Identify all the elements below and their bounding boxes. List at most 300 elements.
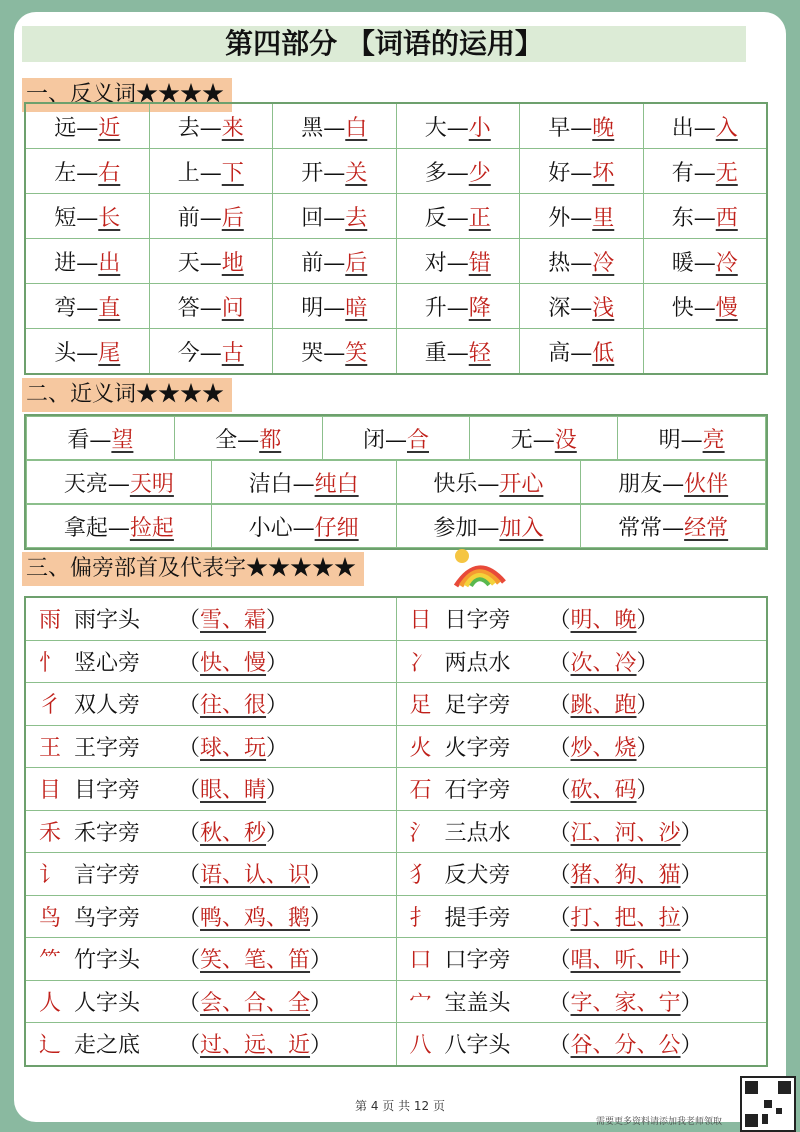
synonym-word: 明—: [658, 427, 703, 453]
radical-name: 八字头: [444, 1033, 511, 1059]
antonym-answer: 直: [98, 295, 121, 321]
radical-examples: 会、合、全: [200, 990, 311, 1016]
antonym-answer: 小: [468, 115, 491, 141]
radical-open-paren: （: [178, 735, 201, 761]
antonym-answer: 冷: [592, 250, 615, 276]
antonym-word: 哭—: [301, 340, 346, 366]
radical-symbol: 氵: [409, 820, 432, 846]
synonym-answer: 捡起: [129, 515, 174, 541]
antonym-answer: 西: [715, 205, 738, 231]
radical-close-paren: ）: [680, 820, 703, 846]
antonym-word: 明—: [301, 295, 346, 321]
radical-entry: [25, 810, 396, 853]
radical-name: 足字旁: [444, 693, 511, 719]
synonym-answer: 都: [259, 427, 282, 453]
radical-close-paren: ）: [266, 820, 289, 846]
antonym-answer: 入: [715, 115, 738, 141]
radical-entry: [396, 683, 767, 726]
synonym-pair: [581, 461, 766, 504]
radical-symbol: 王: [38, 735, 61, 761]
table-row: [25, 149, 767, 194]
synonym-row: [25, 415, 767, 460]
antonym-answer: 坏: [592, 160, 615, 186]
radical-entry: [25, 597, 396, 640]
antonym-word: 黑—: [301, 115, 346, 141]
radical-symbol: 彳: [38, 693, 61, 719]
antonym-answer: 右: [98, 160, 121, 186]
antonym-word: 快—: [671, 295, 716, 321]
antonym-pair: [273, 284, 397, 329]
synonym-answer: 天明: [129, 471, 174, 497]
radical-examples: 雪、霜: [200, 608, 267, 634]
table-row: [25, 329, 767, 375]
antonym-pair: [520, 103, 644, 149]
antonym-pair: [396, 239, 520, 284]
synonym-word: 拿起—: [63, 515, 130, 541]
radical-examples: 打、把、拉: [570, 905, 681, 931]
table-row: [25, 853, 767, 896]
synonym-word: 朋友—: [618, 471, 685, 497]
radical-name: 禾字旁: [74, 820, 141, 846]
antonym-pair: [520, 194, 644, 239]
radical-name: 目字旁: [74, 778, 141, 804]
antonym-word: 去—: [177, 115, 222, 141]
table-row: [25, 683, 767, 726]
antonym-answer: 降: [468, 295, 491, 321]
table-row: [25, 284, 767, 329]
antonym-pair: [25, 194, 149, 239]
radical-close-paren: ）: [310, 948, 333, 974]
antonym-answer: 后: [221, 205, 244, 231]
antonym-answer: 无: [715, 160, 738, 186]
antonym-pair: [273, 103, 397, 149]
antonym-word: 出—: [671, 115, 716, 141]
radical-close-paren: ）: [266, 735, 289, 761]
synonym-answer: 亮: [702, 427, 725, 453]
radical-open-paren: （: [548, 778, 571, 804]
table-row: [25, 810, 767, 853]
table-row: [25, 640, 767, 683]
radical-name: 石字旁: [444, 778, 511, 804]
antonym-answer: 古: [221, 340, 244, 366]
antonym-answer: 暗: [345, 295, 368, 321]
antonym-word: 东—: [671, 205, 716, 231]
antonym-pair: [25, 239, 149, 284]
antonym-word: 外—: [548, 205, 593, 231]
radical-examples: 江、河、沙: [570, 820, 681, 846]
antonym-word: 上—: [177, 160, 222, 186]
antonym-pair: [643, 149, 767, 194]
synonym-pair: [27, 461, 212, 504]
table-row: [25, 1023, 767, 1066]
antonym-answer: 长: [98, 205, 121, 231]
antonym-word: 热—: [548, 250, 593, 276]
synonym-pair: [211, 505, 396, 548]
radical-close-paren: ）: [310, 990, 333, 1016]
qr-code[interactable]: [740, 1076, 796, 1132]
radical-entry: [25, 980, 396, 1023]
radical-examples: 秋、秒: [200, 820, 267, 846]
synonym-word: 参加—: [433, 515, 500, 541]
radical-name: 提手旁: [444, 905, 511, 931]
radical-table: [24, 596, 768, 1067]
synonym-answer: 没: [554, 427, 577, 453]
radical-symbol: 日: [409, 608, 432, 634]
radical-open-paren: （: [178, 650, 201, 676]
antonym-answer: 晚: [592, 115, 615, 141]
antonym-pair: [396, 103, 520, 149]
antonym-word: 高—: [548, 340, 593, 366]
antonym-answer: 里: [592, 205, 615, 231]
radical-symbol: 足: [409, 693, 432, 719]
antonym-word: 暖—: [671, 250, 716, 276]
table-row: [25, 980, 767, 1023]
antonym-pair: [273, 239, 397, 284]
radical-symbol: 忄: [38, 650, 61, 676]
radical-name: 反犬旁: [444, 863, 511, 889]
radical-close-paren: ）: [266, 650, 289, 676]
antonym-pair: [643, 103, 767, 149]
table-row: [25, 597, 767, 640]
radical-entry: [396, 725, 767, 768]
radical-close-paren: ）: [266, 693, 289, 719]
synonym-word: 快乐—: [433, 471, 500, 497]
antonym-answer: 来: [221, 115, 244, 141]
synonym-word: 看—: [67, 427, 112, 453]
radical-close-paren: ）: [680, 905, 703, 931]
radical-close-paren: ）: [680, 990, 703, 1016]
radical-symbol: ⺮: [38, 948, 61, 974]
radical-entry: [25, 725, 396, 768]
antonym-answer: 少: [468, 160, 491, 186]
radical-symbol: 宀: [409, 990, 432, 1016]
radical-close-paren: ）: [310, 863, 333, 889]
antonym-pair: [520, 284, 644, 329]
radical-close-paren: ）: [636, 693, 659, 719]
synonym-answer: 望: [111, 427, 134, 453]
radical-name: 口字旁: [444, 948, 511, 974]
synonym-word: 天亮—: [63, 471, 130, 497]
synonym-pair: [618, 417, 766, 460]
radical-symbol: 人: [38, 990, 61, 1016]
radical-name: 雨字头: [74, 608, 141, 634]
radical-symbol: 石: [409, 778, 432, 804]
synonym-pair: [396, 461, 581, 504]
antonym-word: 答—: [177, 295, 222, 321]
antonym-word: 升—: [424, 295, 469, 321]
radical-name: 两点水: [444, 650, 511, 676]
antonym-word: 弯—: [54, 295, 99, 321]
antonym-pair: [643, 194, 767, 239]
radical-name: 双人旁: [74, 693, 141, 719]
radical-close-paren: ）: [636, 608, 659, 634]
radical-open-paren: （: [548, 863, 571, 889]
antonym-word: 前—: [177, 205, 222, 231]
radical-open-paren: （: [548, 948, 571, 974]
radical-entry: [396, 810, 767, 853]
synonym-pair: [322, 417, 470, 460]
radical-entry: [25, 768, 396, 811]
antonym-pair: [643, 329, 767, 375]
radical-name: 三点水: [444, 820, 511, 846]
antonym-word: 反—: [424, 205, 469, 231]
radical-open-paren: （: [548, 820, 571, 846]
radical-name: 人字头: [74, 990, 141, 1016]
antonym-word: 好—: [548, 160, 593, 186]
synonym-row: [25, 460, 767, 504]
antonym-word: 天—: [177, 250, 222, 276]
synonym-word: 闭—: [362, 427, 407, 453]
antonym-answer: 轻: [468, 340, 491, 366]
antonym-pair: [149, 194, 273, 239]
radical-entry: [25, 683, 396, 726]
antonym-pair: [25, 149, 149, 194]
antonym-pair: [273, 194, 397, 239]
radical-examples: 猪、狗、猫: [570, 863, 681, 889]
radical-open-paren: （: [178, 693, 201, 719]
radical-entry: [396, 895, 767, 938]
radical-close-paren: ）: [680, 863, 703, 889]
radical-close-paren: ）: [636, 778, 659, 804]
antonym-answer: 慢: [715, 295, 738, 321]
radical-close-paren: ）: [266, 778, 289, 804]
radical-examples: 次、冷: [570, 650, 637, 676]
radical-symbol: 雨: [38, 608, 61, 634]
synonym-word: 小心—: [248, 515, 315, 541]
radical-name: 日字旁: [444, 608, 511, 634]
synonym-word: 无—: [510, 427, 555, 453]
antonym-answer: 笑: [345, 340, 368, 366]
radical-examples: 跳、跑: [570, 693, 637, 719]
antonym-pair: [396, 329, 520, 375]
antonym-word: 深—: [548, 295, 593, 321]
table-row: [25, 938, 767, 981]
antonym-pair: [396, 284, 520, 329]
radical-entry: [25, 853, 396, 896]
radical-entry: [396, 768, 767, 811]
antonym-pair: [273, 149, 397, 194]
table-row: [25, 460, 767, 504]
table-row: [25, 895, 767, 938]
synonym-pair: [396, 505, 581, 548]
antonym-pair: [520, 239, 644, 284]
radical-symbol: 冫: [409, 650, 432, 676]
radical-symbol: 讠: [38, 863, 61, 889]
antonym-pair: [25, 103, 149, 149]
radical-symbol: 目: [38, 778, 61, 804]
table-row: [25, 103, 767, 149]
antonym-word: 前—: [301, 250, 346, 276]
radical-open-paren: （: [178, 905, 201, 931]
radical-close-paren: ）: [310, 1033, 333, 1059]
radical-symbol: 辶: [38, 1033, 61, 1059]
section-radicals-heading: 三、偏旁部首及代表字★★★★★: [22, 552, 364, 586]
radical-examples: 快、慢: [200, 650, 267, 676]
radical-open-paren: （: [178, 990, 201, 1016]
antonym-pair: [520, 329, 644, 375]
radical-examples: 笑、笔、笛: [200, 948, 311, 974]
radical-name: 竖心旁: [74, 650, 141, 676]
radical-examples: 唱、听、叶: [570, 948, 681, 974]
radical-close-paren: ）: [310, 905, 333, 931]
antonym-word: 重—: [424, 340, 469, 366]
synonym-word: 全—: [215, 427, 260, 453]
synonym-pair: [470, 417, 618, 460]
antonym-table: [24, 102, 768, 375]
radical-entry: [25, 938, 396, 981]
table-row: [25, 239, 767, 284]
antonym-pair: [149, 149, 273, 194]
antonym-word: 多—: [424, 160, 469, 186]
radical-examples: 鸭、鸡、鹅: [200, 905, 311, 931]
radical-examples: 过、远、近: [200, 1033, 311, 1059]
synonym-word: 洁白—: [248, 471, 315, 497]
radical-close-paren: ）: [680, 948, 703, 974]
radical-examples: 语、认、识: [200, 863, 311, 889]
radical-name: 鸟字旁: [74, 905, 141, 931]
radical-name: 火字旁: [444, 735, 511, 761]
antonym-pair: [273, 329, 397, 375]
page-footer: 第 4 页 共 12 页: [355, 1099, 445, 1113]
radical-entry: [396, 1023, 767, 1066]
antonym-answer: 错: [468, 250, 491, 276]
radical-symbol: 犭: [409, 863, 432, 889]
radical-examples: 球、玩: [200, 735, 267, 761]
antonym-word: 回—: [301, 205, 346, 231]
radical-entry: [396, 853, 767, 896]
radical-entry: [25, 1023, 396, 1066]
contact-note: 需要更多资料请添加我老师领取: [596, 1117, 723, 1127]
antonym-pair: [520, 149, 644, 194]
table-row: [25, 415, 767, 460]
radical-close-paren: ）: [266, 608, 289, 634]
synonym-answer: 开心: [499, 471, 544, 497]
antonym-pair: [643, 284, 767, 329]
radical-close-paren: ）: [636, 650, 659, 676]
table-row: [25, 194, 767, 239]
radical-open-paren: （: [178, 778, 201, 804]
radical-symbol: 禾: [38, 820, 61, 846]
synonym-answer: 合: [406, 427, 429, 453]
antonym-answer: 问: [221, 295, 244, 321]
radical-open-paren: （: [178, 608, 201, 634]
synonym-word: 常常—: [618, 515, 685, 541]
synonym-pair: [27, 505, 212, 548]
antonym-pair: [149, 329, 273, 375]
radical-open-paren: （: [548, 735, 571, 761]
radical-examples: 往、很: [200, 693, 267, 719]
radical-entry: [25, 640, 396, 683]
section-antonyms-heading: 一、反义词★★★★: [22, 78, 232, 112]
radical-name: 言字旁: [74, 863, 141, 889]
radical-entry: [25, 895, 396, 938]
radical-examples: 字、家、宁: [570, 990, 681, 1016]
antonym-answer: 白: [345, 115, 368, 141]
radical-name: 王字旁: [74, 735, 141, 761]
table-row: [25, 504, 767, 549]
radical-entry: [396, 938, 767, 981]
radical-examples: 明、晚: [570, 608, 637, 634]
synonym-pair: [174, 417, 322, 460]
page-title: 第四部分 【词语的运用】: [22, 26, 746, 62]
antonym-word: 早—: [548, 115, 593, 141]
antonym-word: 今—: [177, 340, 222, 366]
radical-symbol: 火: [409, 735, 432, 761]
table-row: [25, 768, 767, 811]
radical-examples: 炒、烧: [570, 735, 637, 761]
radical-symbol: 口: [409, 948, 432, 974]
radical-open-paren: （: [548, 1033, 571, 1059]
synonym-answer: 加入: [499, 515, 544, 541]
radical-examples: 砍、码: [570, 778, 637, 804]
synonym-pair: [581, 505, 766, 548]
section-synonyms-heading: 二、近义词★★★★: [22, 378, 232, 412]
radical-entry: [396, 597, 767, 640]
radical-open-paren: （: [548, 650, 571, 676]
antonym-answer: 近: [98, 115, 121, 141]
antonym-word: 有—: [671, 160, 716, 186]
radical-open-paren: （: [178, 820, 201, 846]
antonym-word: 开—: [301, 160, 346, 186]
radical-name: 走之底: [74, 1033, 141, 1059]
synonym-pair: [27, 417, 175, 460]
radical-close-paren: ）: [636, 735, 659, 761]
synonym-answer: 纯白: [314, 471, 359, 497]
antonym-word: 进—: [54, 250, 99, 276]
radical-name: 竹字头: [74, 948, 141, 974]
antonym-pair: [25, 284, 149, 329]
synonym-row: [25, 504, 767, 549]
antonym-answer: 浅: [592, 295, 615, 321]
radical-close-paren: ）: [680, 1033, 703, 1059]
antonym-answer: 正: [468, 205, 491, 231]
radical-open-paren: （: [548, 905, 571, 931]
radical-open-paren: （: [548, 608, 571, 634]
radical-examples: 谷、分、公: [570, 1033, 681, 1059]
antonym-answer: 低: [592, 340, 615, 366]
synonym-table: [24, 414, 768, 550]
synonym-answer: 伙伴: [684, 471, 729, 497]
antonym-word: 头—: [54, 340, 99, 366]
synonym-pair: [211, 461, 396, 504]
radical-entry: [396, 640, 767, 683]
antonym-pair: [396, 149, 520, 194]
radical-symbol: 八: [409, 1033, 432, 1059]
radical-symbol: 鸟: [38, 905, 61, 931]
antonym-word: 对—: [424, 250, 469, 276]
radical-examples: 眼、睛: [200, 778, 267, 804]
antonym-pair: [25, 329, 149, 375]
radical-entry: [396, 980, 767, 1023]
antonym-pair: [643, 239, 767, 284]
antonym-word: 远—: [54, 115, 99, 141]
antonym-word: 大—: [424, 115, 469, 141]
antonym-pair: [149, 103, 273, 149]
antonym-pair: [149, 284, 273, 329]
synonym-answer: 经常: [684, 515, 729, 541]
synonym-answer: 仔细: [314, 515, 359, 541]
antonym-pair: [149, 239, 273, 284]
antonym-answer: 后: [345, 250, 368, 276]
table-row: [25, 725, 767, 768]
radical-open-paren: （: [548, 990, 571, 1016]
antonym-answer: 去: [345, 205, 368, 231]
antonym-answer: 出: [98, 250, 121, 276]
radical-open-paren: （: [178, 948, 201, 974]
rainbow-icon: [448, 546, 508, 590]
radical-name: 宝盖头: [444, 990, 511, 1016]
radical-open-paren: （: [178, 1033, 201, 1059]
